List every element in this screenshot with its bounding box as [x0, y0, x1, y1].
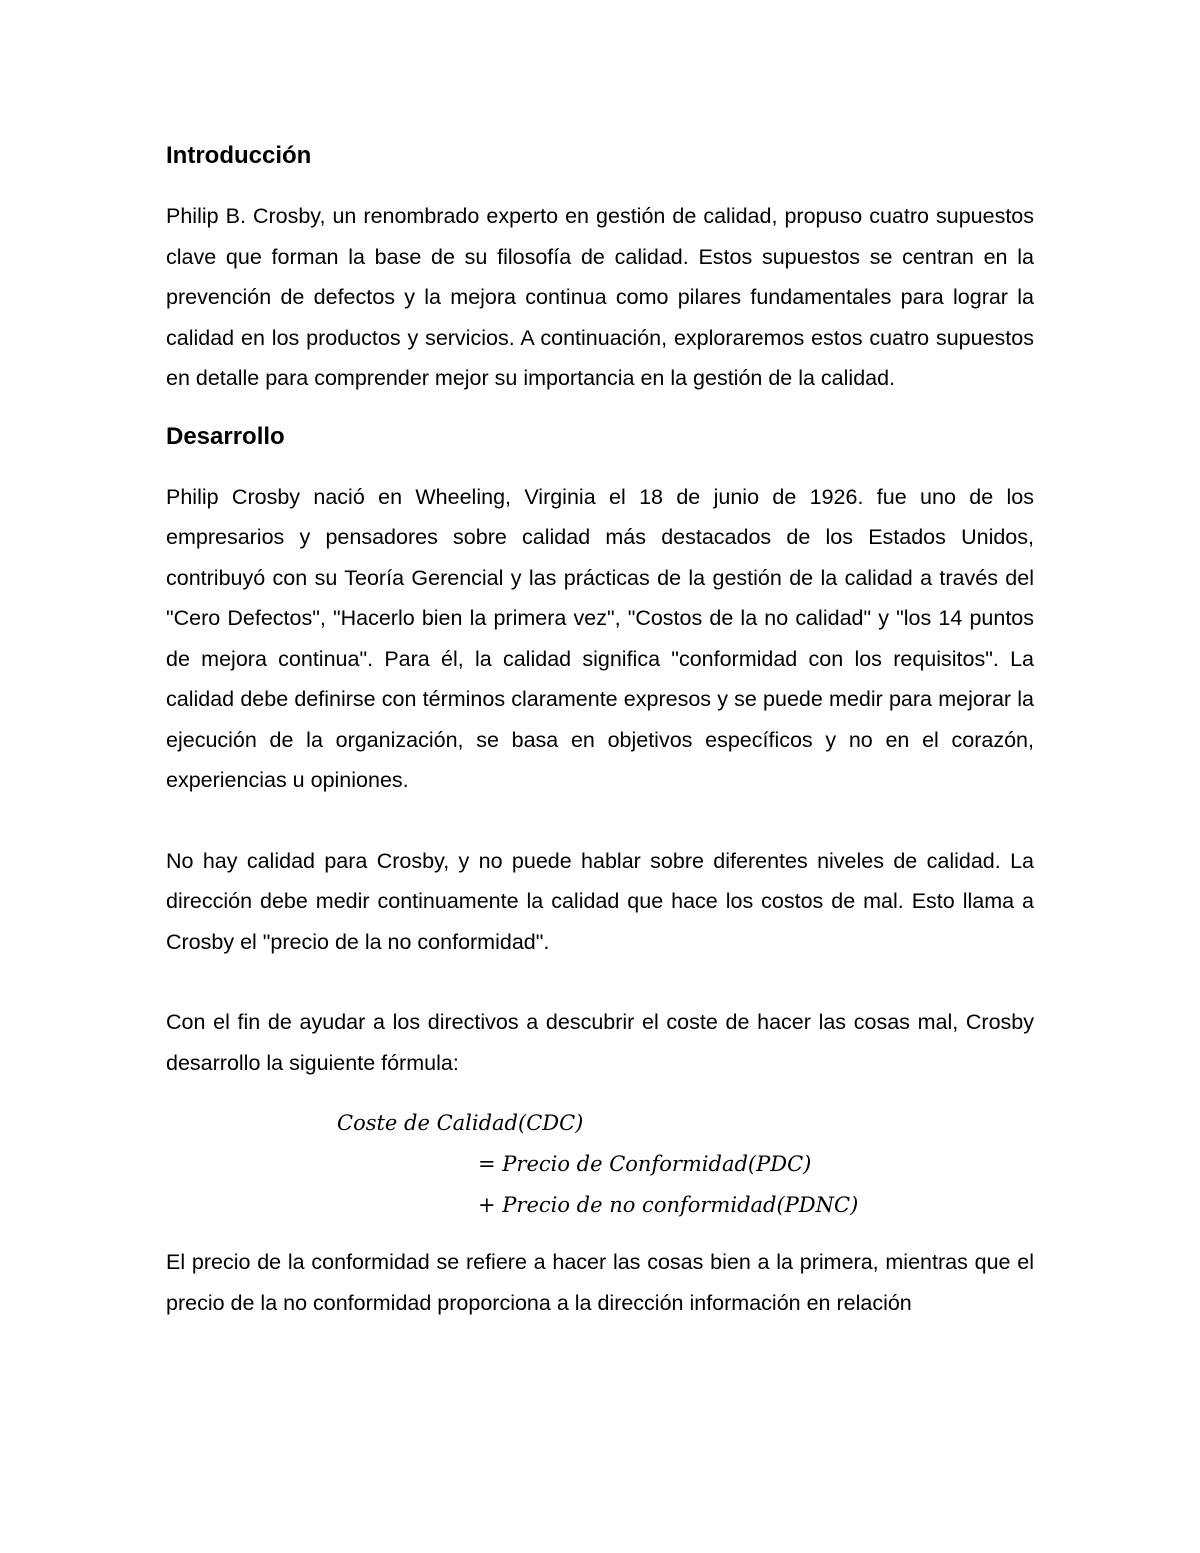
development-paragraph-3: Con el fin de ayudar a los directivos a descubrir el coste de hacer las cosas mal, Crosby desarrollo la siguiente fórmula: [166, 1010, 1034, 1075]
section-title-intro: Introducción [166, 142, 312, 169]
formula-line-2: = Precio de Conformidad(PDC) [478, 1152, 812, 1176]
formula-line-3: + Precio de no conformidad(PDNC) [478, 1193, 859, 1217]
formula-line-1: Coste de Calidad(CDC) [337, 1111, 584, 1135]
closing-paragraph: El precio de la conformidad se refiere a hacer las cosas bien a la primera, mientras que el precio de la no conformidad proporciona a la dirección información en relación [166, 1250, 1034, 1315]
development-paragraph-2: No hay calidad para Crosby, y no puede hablar sobre diferentes niveles de calidad. La dirección debe medir continuamente la calidad que hace los costos de mal. Esto llama a Crosby el "precio de la no conformidad". [166, 848, 1034, 954]
quality-cost-formula [166, 1103, 1034, 1226]
intro-paragraph: Philip B. Crosby, un renombrado experto en gestión de calidad, propuso cuatro supuestos clave que forman la base de su filosofía de calidad. Estos supuestos se centran en la prevención de defectos y la mejora continua como pilares fundamentales para lograr la calidad en los productos y servicios. A continuación, exploraremos estos cuatro supuestos en detalle para comprender mejor su importancia en la gestión de la calidad. [166, 204, 1034, 390]
section-title-development: Desarrollo [166, 422, 285, 450]
document-page [166, 136, 1034, 1323]
development-paragraph-1: Philip Crosby nació en Wheeling, Virginia el 18 de junio de 1926. fue uno de los empresarios y pensadores sobre calidad más destacados de los Estados Unidos, contribuyó con su Teoría Gerencial y las prácticas de la gestión de la calidad a través del "Cero Defectos", "Hacerlo bien la primera vez", "Costos de la no calidad" y "los 14 puntos de mejora continua". Para él, la calidad significa "conformidad con los requisitos". La calidad debe definirse con términos claramente expresos y se puede medir para mejorar la ejecución de la organización, se basa en objetivos específicos y no en el corazón, experiencias u opiniones. [166, 484, 1034, 792]
